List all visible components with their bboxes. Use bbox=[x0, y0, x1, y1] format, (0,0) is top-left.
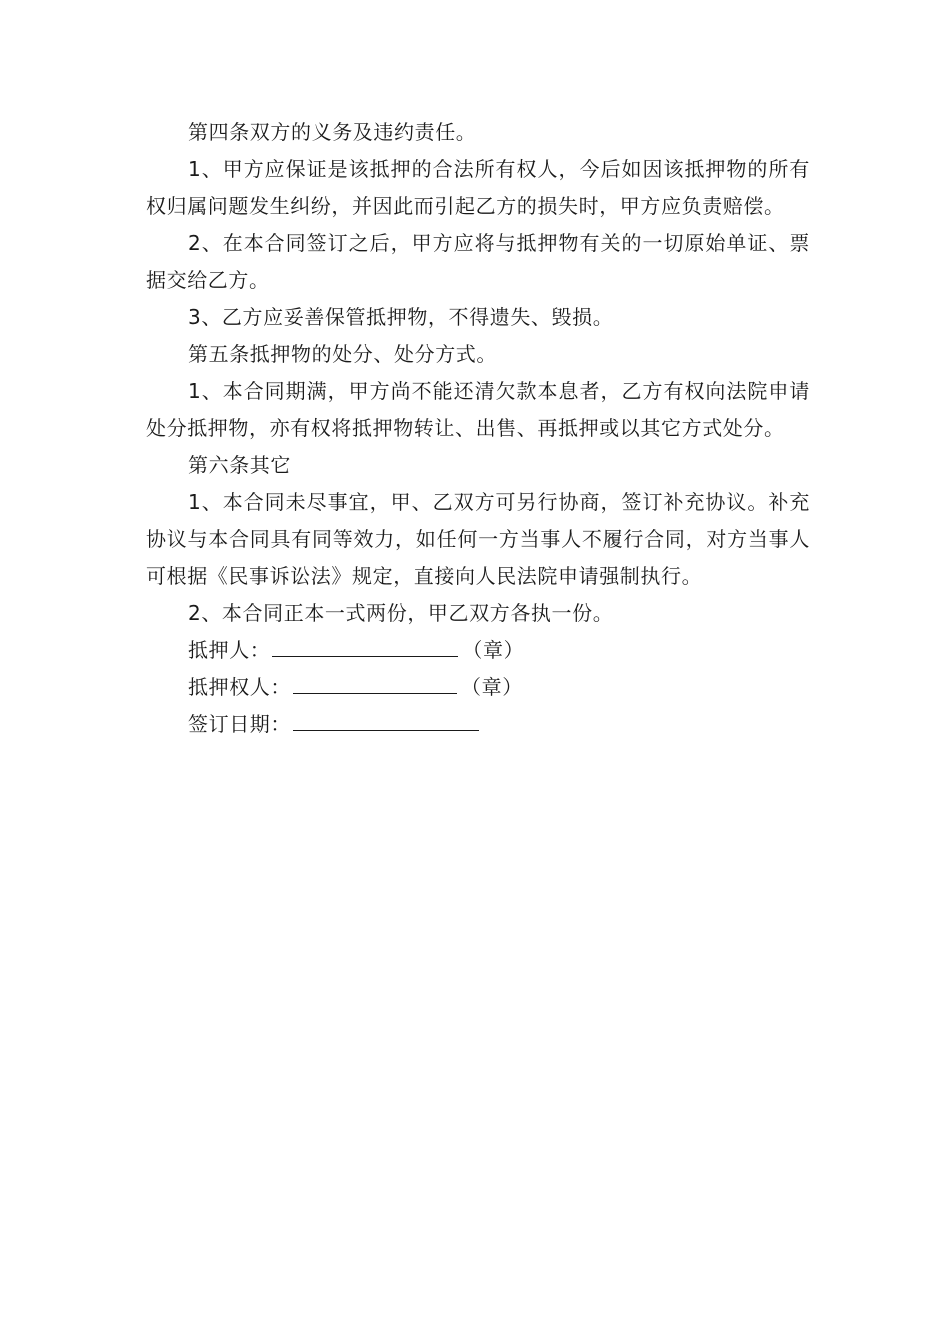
article-6-heading: 第六条其它 bbox=[188, 453, 291, 477]
article-5-heading: 第五条抵押物的处分、处分方式。 bbox=[188, 342, 497, 366]
mortgagee-seal-label: （章） bbox=[461, 675, 523, 699]
mortgagor-label: 抵押人： bbox=[188, 638, 271, 662]
signing-date-line bbox=[146, 706, 810, 743]
mortgagor-seal-label: （章） bbox=[462, 638, 525, 662]
article-4-clause-1: 1、甲方应保证是该抵押的合法所有权人，今后如因该抵押物的所有权归属问题发生纠纷，并因此而引起乙方的损失时，甲方应负责赔偿。 bbox=[146, 157, 810, 218]
mortgagor-signature-blank bbox=[272, 636, 458, 657]
article-6-clause-2: 2、本合同正本一式两份，甲乙双方各执一份。 bbox=[188, 601, 614, 625]
mortgagee-label: 抵押权人： bbox=[188, 675, 291, 699]
mortgagee-signature-line bbox=[146, 669, 810, 706]
signing-date-blank bbox=[293, 710, 479, 731]
mortgagor-signature-line bbox=[146, 632, 810, 669]
article-4-heading: 第四条双方的义务及违约责任。 bbox=[188, 120, 477, 144]
article-4-clause-3: 3、乙方应妥善保管抵押物，不得遗失、毁损。 bbox=[188, 305, 614, 329]
article-5-clause-1: 1、本合同期满，甲方尚不能还清欠款本息者，乙方有权向法院申请处分抵押物，亦有权将抵押物转让、出售、再抵押或以其它方式处分。 bbox=[146, 379, 810, 440]
article-6-clause-1: 1、本合同未尽事宜，甲、乙双方可另行协商，签订补充协议。补充协议与本合同具有同等效力，如任何一方当事人不履行合同，对方当事人可根据《民事诉讼法》规定，直接向人民法院申请强制执行。 bbox=[146, 490, 810, 588]
mortgagee-signature-blank bbox=[293, 673, 457, 694]
document-body bbox=[146, 114, 810, 743]
article-4-clause-2: 2、在本合同签订之后，甲方应将与抵押物有关的一切原始单证、票据交给乙方。 bbox=[146, 231, 810, 292]
signing-date-label: 签订日期： bbox=[188, 712, 291, 736]
